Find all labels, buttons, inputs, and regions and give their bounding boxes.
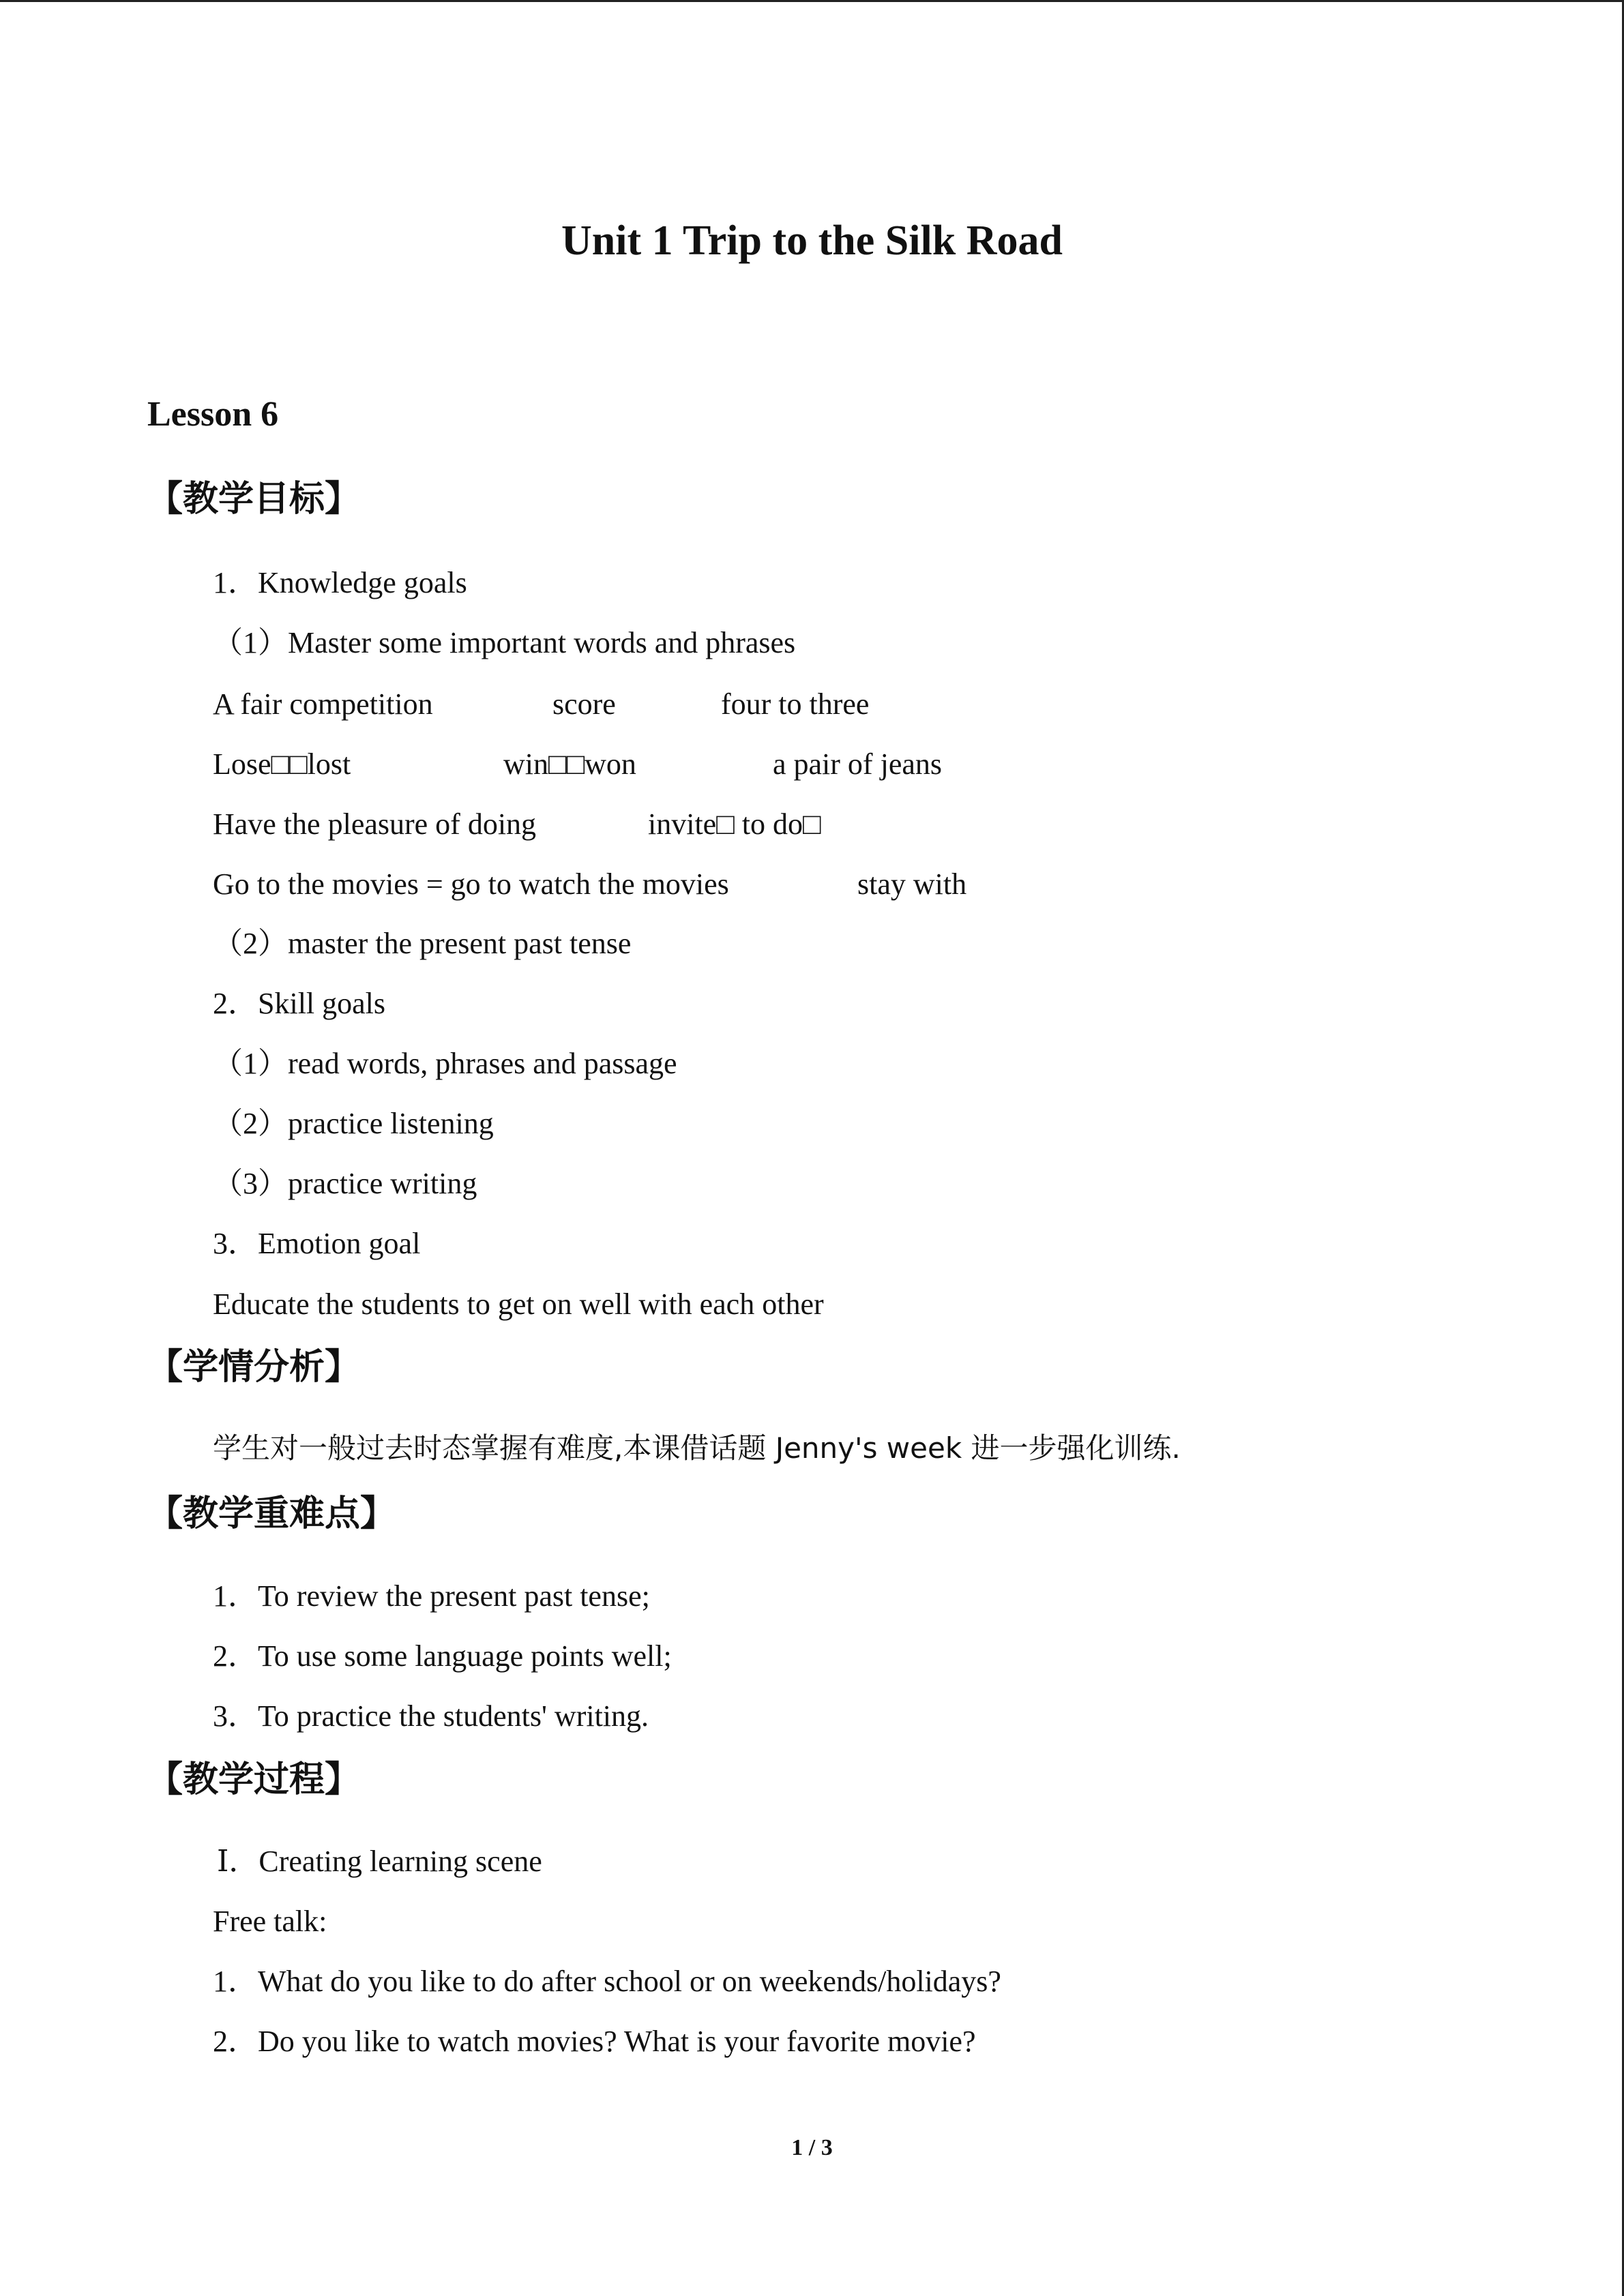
section-heading-key-points: 【教学重难点】 [147,1493,396,1534]
key-point-item: 3．To practice the students' writing. [213,1699,649,1733]
skill-goals: 2．Skill goals [213,987,386,1020]
vocab-item: four to three [721,687,870,721]
skill-goals-sub2: （2）practice listening [213,1107,494,1140]
vocab-item: score [552,687,616,721]
vocab-row-3 [0,801,1624,848]
vocab-row-2 [0,741,1624,788]
free-talk-label: Free talk: [213,1905,327,1938]
page-number: 1 / 3 [791,2135,833,2160]
process-step-1: Ⅰ．Creating learning scene [217,1845,542,1878]
vocab-item: Go to the movies = go to watch the movies [213,867,729,901]
free-talk-question: 1．What do you like to do after school or on weekends/holidays? [213,1965,1001,1998]
analysis-text: 学生对一般过去时态掌握有难度,本课借话题 Jenny's week 进一步强化训练. [213,1431,1181,1465]
skill-goals-sub3: （3）practice writing [213,1167,477,1200]
vocab-item: a pair of jeans [773,747,942,781]
key-point-item: 1．To review the present past tense; [213,1579,650,1613]
vocab-item: Lose□□lost [213,747,351,781]
section-heading-objectives: 【教学目标】 [147,479,361,520]
page-border-top [0,0,1624,2]
document-title: Unit 1 Trip to the Silk Road [561,218,1063,264]
key-point-item: 2．To use some language points well; [213,1639,672,1673]
vocab-row-4 [0,861,1624,908]
emotion-goal: 3．Emotion goal [213,1227,421,1260]
knowledge-goals-sub2: （2）master the present past tense [213,927,632,960]
vocab-item: A fair competition [213,687,433,721]
section-heading-process: 【教学过程】 [147,1759,361,1800]
free-talk-question: 2．Do you like to watch movies? What is your favorite movie? [213,2025,976,2058]
vocab-item: Have the pleasure of doing [213,807,537,841]
vocab-item: invite□ to do□ [648,807,821,841]
vocab-item: stay with [857,867,967,901]
knowledge-goals-sub1: （1）Master some important words and phrases [213,626,796,659]
section-heading-analysis: 【学情分析】 [147,1347,361,1388]
emotion-goal-text: Educate the students to get on well with each other [213,1287,824,1321]
vocab-item: win□□won [503,747,636,781]
skill-goals-sub1: （1）read words, phrases and passage [213,1047,677,1080]
knowledge-goals: 1．Knowledge goals [213,566,467,599]
vocab-row-1 [0,681,1624,728]
lesson-heading: Lesson 6 [147,395,279,434]
